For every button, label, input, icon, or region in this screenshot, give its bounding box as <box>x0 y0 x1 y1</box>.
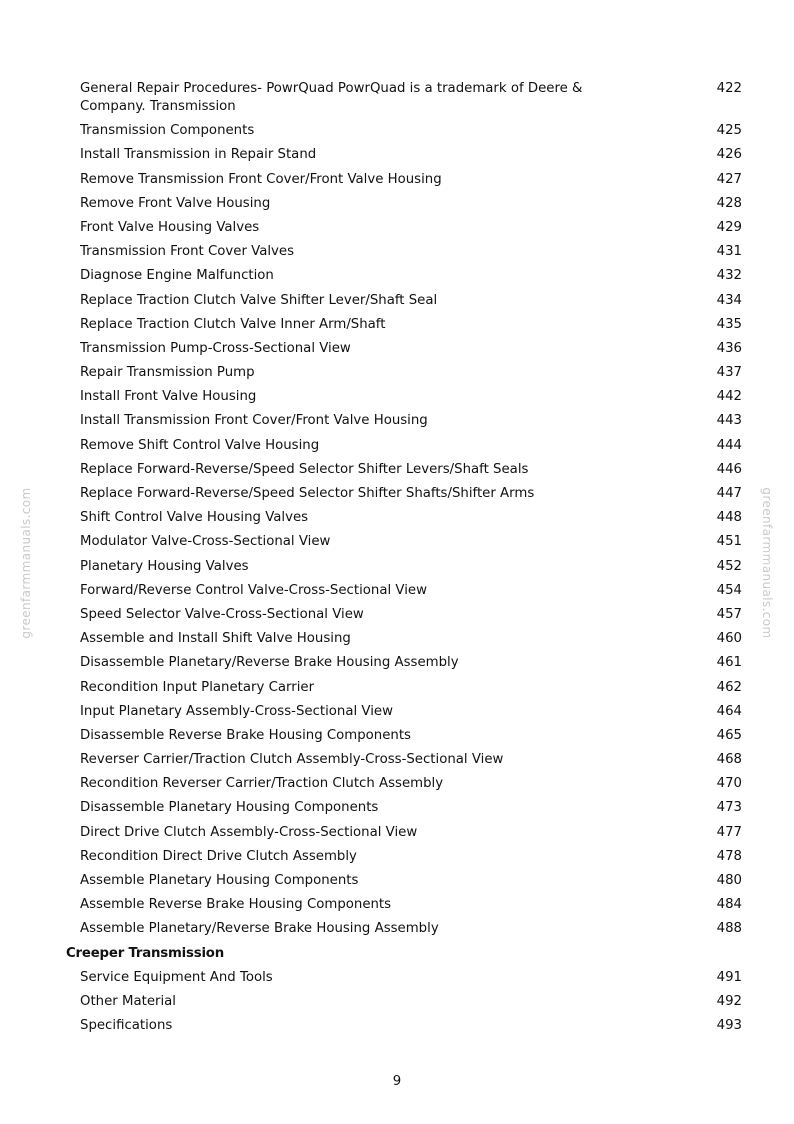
toc-entry[interactable] <box>0 917 794 941</box>
toc-entry-page: 477 <box>716 824 742 840</box>
toc-entry-page: 431 <box>716 244 742 260</box>
table-of-contents <box>0 77 794 1038</box>
toc-entry-title: Assemble Planetary/Reverse Brake Housing Assembly <box>80 921 439 937</box>
toc-entry-page: 465 <box>716 727 742 743</box>
toc-entry[interactable] <box>0 555 794 579</box>
toc-entry-title: Speed Selector Valve-Cross-Sectional View <box>80 606 364 622</box>
toc-entry-title: Install Front Valve Housing <box>80 389 257 405</box>
toc-entry-title: Diagnose Engine Malfunction <box>80 268 274 284</box>
toc-entry-page: 426 <box>716 147 742 163</box>
toc-entry-page: 432 <box>716 268 742 284</box>
toc-entry-title: Forward/Reverse Control Valve-Cross-Sectional View <box>80 582 427 598</box>
toc-entry-page: 448 <box>716 510 742 526</box>
toc-entry-page: 457 <box>716 606 742 622</box>
toc-entry[interactable] <box>0 434 794 458</box>
toc-entry-page: 493 <box>716 1018 742 1034</box>
toc-entry-page: 443 <box>716 413 742 429</box>
toc-entry-page: 436 <box>716 340 742 356</box>
toc-entry[interactable] <box>0 361 794 385</box>
toc-entry[interactable] <box>0 796 794 820</box>
toc-entry-title: Disassemble Planetary Housing Components <box>80 800 379 816</box>
toc-entry-page: 442 <box>716 389 742 405</box>
toc-entry-title: Shift Control Valve Housing Valves <box>80 510 309 526</box>
toc-entry[interactable] <box>0 313 794 337</box>
toc-entry[interactable] <box>0 869 794 893</box>
toc-entry-title: Other Material <box>80 993 176 1009</box>
toc-entry-title: Transmission Front Cover Valves <box>80 244 295 260</box>
toc-entry[interactable] <box>0 240 794 264</box>
toc-entry-title: Reverser Carrier/Traction Clutch Assembly-Cross-Sectional View <box>80 752 504 768</box>
toc-entry-page: 454 <box>716 582 742 598</box>
toc-entry-page: 468 <box>716 752 742 768</box>
toc-entry[interactable] <box>0 700 794 724</box>
toc-entry[interactable] <box>0 990 794 1014</box>
toc-entry[interactable] <box>0 289 794 313</box>
toc-entry-title: Planetary Housing Valves <box>80 558 249 574</box>
toc-entry-title: Install Transmission in Repair Stand <box>80 147 317 163</box>
toc-entry-page: 452 <box>716 558 742 574</box>
toc-entry[interactable] <box>0 337 794 361</box>
toc-entry-page: 461 <box>716 655 742 671</box>
toc-entry[interactable] <box>0 385 794 409</box>
toc-entry-page: 480 <box>716 873 742 888</box>
toc-entry-title: Assemble Planetary Housing Components <box>80 873 359 888</box>
toc-entry-page: 488 <box>716 921 742 937</box>
toc-entry[interactable] <box>0 458 794 482</box>
toc-entry-page: 451 <box>716 534 742 550</box>
toc-entry-title: Replace Traction Clutch Valve Inner Arm/Shaft <box>80 316 386 332</box>
toc-entry-page: 428 <box>716 195 742 211</box>
toc-entry[interactable] <box>0 772 794 796</box>
toc-entry-title: Replace Forward-Reverse/Speed Selector Shifter Shafts/Shifter Arms <box>80 486 535 501</box>
toc-entry-page: 434 <box>716 292 742 308</box>
toc-entry[interactable] <box>0 748 794 772</box>
watermark-right: greenfarmmanuals.com <box>760 487 774 639</box>
toc-entry-title: Front Valve Housing Valves <box>80 219 260 235</box>
toc-entry-title: Recondition Reverser Carrier/Traction Clutch Assembly <box>80 776 444 792</box>
toc-entry-title: Direct Drive Clutch Assembly-Cross-Sectional View <box>80 824 418 840</box>
toc-entry-title: Disassemble Reverse Brake Housing Components <box>80 727 411 743</box>
toc-entry-page: 492 <box>716 993 742 1009</box>
toc-entry-page: 460 <box>716 631 742 647</box>
toc-entry-page: 427 <box>716 171 742 187</box>
toc-entry-page: 447 <box>716 486 742 501</box>
toc-entry-title: Remove Front Valve Housing <box>80 195 271 211</box>
toc-entry[interactable] <box>0 168 794 192</box>
toc-entry-page: 478 <box>716 848 742 864</box>
toc-entry[interactable] <box>0 845 794 869</box>
page-number: 9 <box>392 1074 402 1089</box>
toc-entry[interactable] <box>0 651 794 675</box>
watermark-left: greenfarmmanuals.com <box>19 487 33 639</box>
toc-entry-page: 491 <box>716 969 742 985</box>
toc-entry[interactable] <box>0 1014 794 1038</box>
toc-entry[interactable] <box>0 119 794 143</box>
toc-entry-title: Assemble Reverse Brake Housing Components <box>80 897 392 913</box>
toc-entry-title: Assemble and Install Shift Valve Housing <box>80 631 351 647</box>
toc-entry[interactable] <box>0 893 794 917</box>
toc-entry-page: 422 <box>716 81 742 96</box>
toc-entry-page: 446 <box>716 461 742 477</box>
toc-entry[interactable] <box>0 264 794 288</box>
toc-entry-page: 470 <box>716 776 742 792</box>
toc-entry-title: Replace Forward-Reverse/Speed Selector Shifter Levers/Shaft Seals <box>80 461 529 477</box>
toc-entry-title: Transmission Pump-Cross-Sectional View <box>80 340 351 356</box>
toc-entry-page: 444 <box>716 437 742 453</box>
toc-entry[interactable] <box>0 966 794 990</box>
toc-entry-title: Remove Shift Control Valve Housing <box>80 437 320 453</box>
toc-entry-page: 429 <box>716 219 742 235</box>
toc-entry-title: General Repair Procedures- PowrQuad PowrQuad is a trademark of Deere & Company. Transmission <box>80 81 583 114</box>
toc-entry[interactable] <box>0 216 794 240</box>
toc-entry-title: Install Transmission Front Cover/Front Valve Housing <box>80 413 428 429</box>
toc-entry-title: Specifications <box>80 1018 173 1034</box>
toc-entry[interactable] <box>0 143 794 167</box>
toc-entry-page: 484 <box>716 897 742 913</box>
toc-entry[interactable] <box>0 409 794 433</box>
toc-entry-title: Recondition Input Planetary Carrier <box>80 679 315 695</box>
toc-section-heading <box>0 942 794 966</box>
toc-entry[interactable] <box>0 530 794 554</box>
toc-entry-title: Repair Transmission Pump <box>80 365 255 381</box>
toc-entry[interactable] <box>0 482 794 506</box>
toc-entry-title: Recondition Direct Drive Clutch Assembly <box>80 848 357 864</box>
toc-entry-title: Remove Transmission Front Cover/Front Valve Housing <box>80 171 442 187</box>
toc-entry-page: 435 <box>716 316 742 332</box>
toc-entry-title: Service Equipment And Tools <box>80 969 273 985</box>
toc-entry[interactable] <box>0 506 794 530</box>
toc-entry[interactable] <box>0 77 794 119</box>
toc-entry[interactable] <box>0 192 794 216</box>
toc-entry-title: Replace Traction Clutch Valve Shifter Lever/Shaft Seal <box>80 292 438 308</box>
toc-entry[interactable] <box>0 724 794 748</box>
toc-entry[interactable] <box>0 821 794 845</box>
toc-entry[interactable] <box>0 579 794 603</box>
toc-entry-page: 464 <box>716 703 742 719</box>
toc-entry-page: 425 <box>716 123 742 139</box>
toc-entry-title: Modulator Valve-Cross-Sectional View <box>80 534 331 550</box>
toc-entry-page: 437 <box>716 365 742 381</box>
toc-entry-title: Disassemble Planetary/Reverse Brake Housing Assembly <box>80 655 459 671</box>
toc-entry-title: Transmission Components <box>80 123 255 139</box>
section-title: Creeper Transmission <box>66 945 224 961</box>
toc-entry-title: Input Planetary Assembly-Cross-Sectional View <box>80 703 393 719</box>
toc-entry[interactable] <box>0 603 794 627</box>
toc-entry[interactable] <box>0 676 794 700</box>
toc-entry-page: 462 <box>716 679 742 695</box>
toc-entry-page: 473 <box>716 800 742 816</box>
toc-entry[interactable] <box>0 627 794 651</box>
